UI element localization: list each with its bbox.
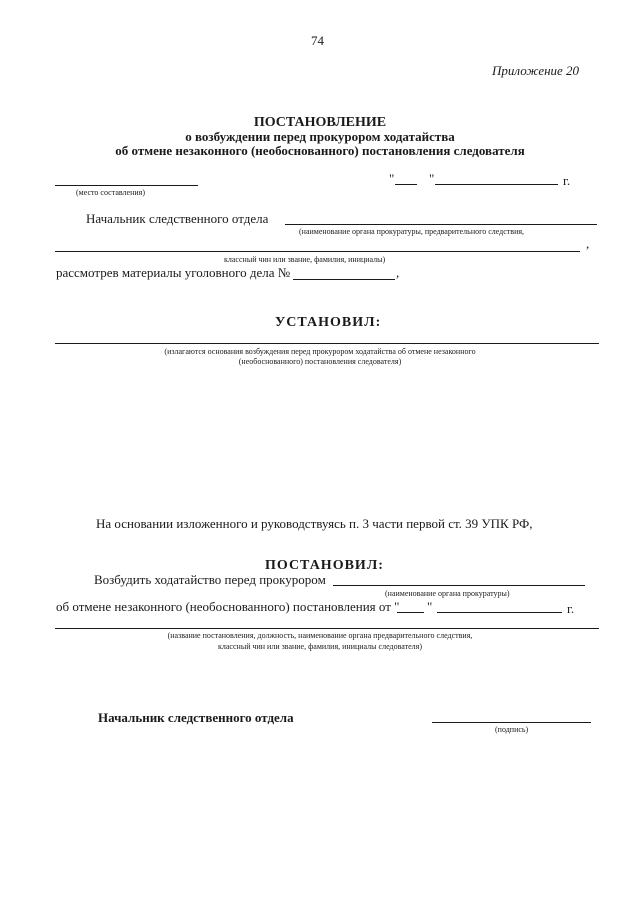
grounds-caption-1: (излагаются основания возбуждения перед прокурором ходатайства об отмене незаконного bbox=[164, 347, 476, 356]
rank-caption: классный чин или звание, фамилия, инициалы) bbox=[224, 255, 386, 264]
document-subtitle: о возбуждении перед прокурором ходатайства bbox=[185, 129, 455, 144]
annul-month-field[interactable] bbox=[437, 612, 562, 613]
annul-label: об отмене незаконного (необоснованного) постановления от " bbox=[56, 599, 400, 614]
date-year-suffix: г. bbox=[563, 173, 571, 188]
signature-caption: (подпись) bbox=[495, 725, 529, 734]
prosecutor-caption: (наименование органа прокуратуры) bbox=[385, 589, 510, 598]
resolution-caption-2: классный чин или звание, фамилия, инициалы следователя) bbox=[218, 642, 422, 651]
established-heading: УСТАНОВИЛ: bbox=[275, 315, 382, 330]
date-day-field[interactable] bbox=[395, 184, 417, 185]
resolved-heading: ПОСТАНОВИЛ: bbox=[265, 558, 384, 573]
appendix-label: Приложение 20 bbox=[492, 63, 580, 78]
date-quote-close: " bbox=[429, 171, 435, 186]
reviewed-label: рассмотрев материалы уголовного дела № bbox=[56, 265, 291, 280]
case-number-field[interactable] bbox=[293, 279, 395, 280]
resolution-caption-1: (название постановления, должность, наименование органа предварительного следствия, bbox=[167, 631, 473, 640]
organ-caption: (наименование органа прокуратуры, предварительного следствия, bbox=[299, 227, 525, 236]
basis-text: На основании изложенного и руководствуясь п. 3 части первой ст. 39 УПК РФ, bbox=[96, 516, 533, 531]
grounds-field[interactable] bbox=[55, 343, 599, 344]
place-field[interactable] bbox=[55, 185, 198, 186]
rank-comma: , bbox=[586, 236, 590, 251]
annul-day-field[interactable] bbox=[397, 612, 424, 613]
page-number: 74 bbox=[311, 33, 324, 48]
resolution-details-field[interactable] bbox=[55, 628, 599, 629]
grounds-caption-2: (необоснованного) постановления следователя) bbox=[238, 357, 402, 366]
annul-year-suffix: г. bbox=[567, 601, 575, 616]
signature-label: Начальник следственного отдела bbox=[98, 710, 294, 725]
reviewed-comma: , bbox=[396, 265, 400, 280]
petition-label: Возбудить ходатайство перед прокурором bbox=[94, 572, 326, 587]
signature-field[interactable] bbox=[432, 722, 591, 723]
date-month-field[interactable] bbox=[435, 184, 558, 185]
document-subtitle-2: об отмене незаконного (необоснованного) постановления следователя bbox=[115, 143, 525, 158]
organ-field[interactable] bbox=[285, 224, 597, 225]
date-quote-open: " bbox=[389, 171, 395, 186]
rank-name-field[interactable] bbox=[55, 251, 580, 252]
annul-quote-close: " bbox=[427, 599, 433, 614]
document-title: ПОСТАНОВЛЕНИЕ bbox=[253, 115, 387, 130]
place-caption: (место составления) bbox=[76, 188, 145, 197]
head-label: Начальник следственного отдела bbox=[86, 211, 269, 226]
prosecutor-field[interactable] bbox=[333, 585, 585, 586]
